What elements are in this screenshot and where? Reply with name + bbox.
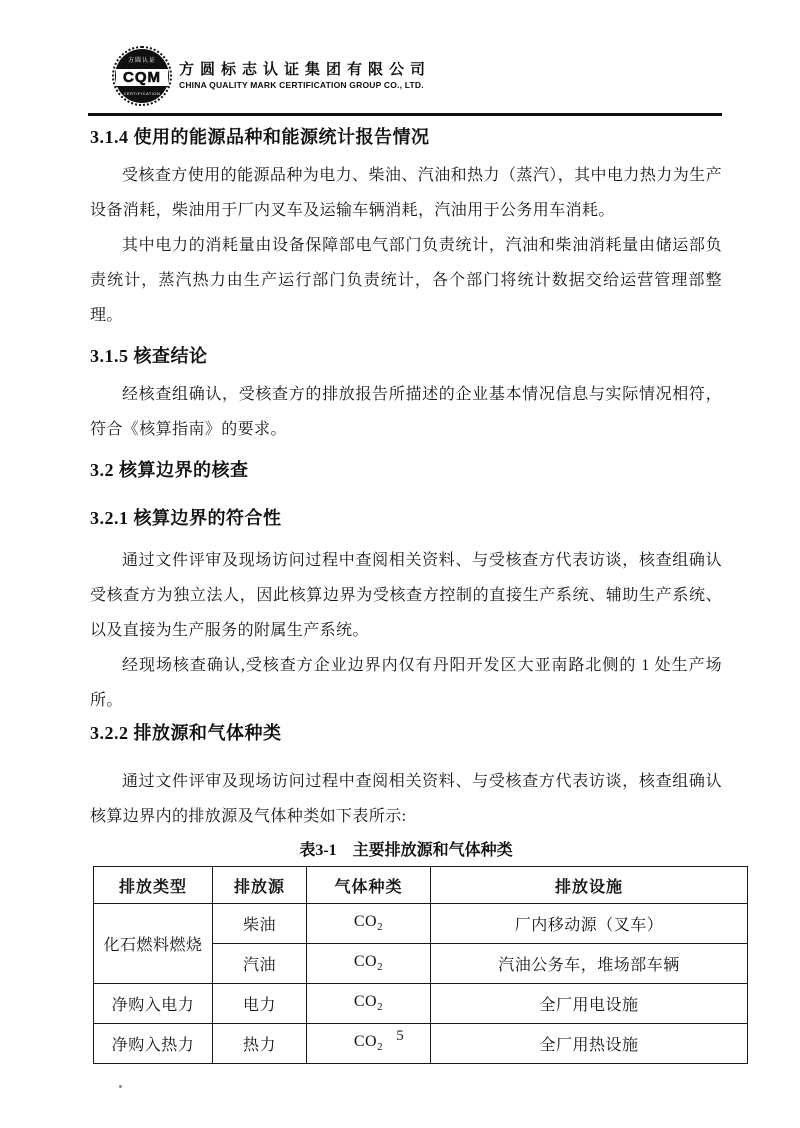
company-name-english: CHINA QUALITY MARK CERTIFICATION GROUP CO., LTD. bbox=[179, 80, 424, 91]
logo-arc-top-text: 方圆认证 bbox=[127, 58, 156, 64]
paragraph-energy-types: 受核查方使用的能源品种为电力、柴油、汽油和热力（蒸汽），其中电力热力为生产设备消耗，柴油用于厂内叉车及运输车辆消耗，汽油用于公务用车消耗。 bbox=[90, 167, 722, 219]
cell-facility-heat: 全厂用热设施 bbox=[431, 1024, 748, 1064]
table-row bbox=[94, 984, 748, 1024]
paragraph-boundary-conformity: 通过文件评审及现场访问过程中查阅相关资料、与受核查方代表访谈，核查组确认受核查方为独立法人，因此核算边界为受核查方控制的直接生产系统、辅助生产系统、以及直接为生产服务的附属生产系统。 bbox=[90, 552, 722, 639]
cell-emission-type-heat: 净购入热力 bbox=[94, 1024, 213, 1064]
cqm-logo-icon bbox=[115, 49, 169, 103]
heading-3-2-2: 3.2.2 排放源和气体种类 bbox=[90, 723, 282, 743]
cell-source-heat: 热力 bbox=[213, 1024, 307, 1064]
paragraph-verification-conclusion: 经核查组确认，受核查方的排放报告所描述的企业基本情况信息与实际情况相符，符合《核算指南》的要求。 bbox=[90, 386, 722, 438]
company-name-chinese: 方圆标志认证集团有限公司 bbox=[179, 60, 432, 78]
gas-formula-subscript: 2 bbox=[377, 961, 384, 974]
gas-formula: CO bbox=[353, 913, 378, 931]
heading-3-2: 3.2 核算边界的核查 bbox=[90, 460, 249, 480]
gas-formula: CO bbox=[353, 993, 378, 1011]
gas-formula: CO bbox=[353, 953, 378, 971]
column-header-gas-type: 气体种类 bbox=[307, 867, 431, 904]
cell-gas-co2 bbox=[307, 944, 431, 984]
gas-formula-subscript: 2 bbox=[377, 921, 384, 934]
column-header-emission-facility: 排放设施 bbox=[431, 867, 748, 904]
column-header-emission-source: 排放源 bbox=[213, 867, 307, 904]
cell-facility-forklift: 厂内移动源（叉车） bbox=[431, 904, 748, 944]
table-caption: 表3-1 主要排放源和气体种类 bbox=[299, 842, 513, 859]
document-page bbox=[90, 0, 722, 1064]
cell-facility-electric: 全厂用电设施 bbox=[431, 984, 748, 1024]
cell-gas-co2 bbox=[307, 984, 431, 1024]
header-divider bbox=[88, 113, 722, 116]
paragraph-site-confirmation: 经现场核查确认,受核查方企业边界内仅有丹阳开发区大亚南路北侧的 1 处生产场所。 bbox=[90, 657, 722, 709]
cell-source-diesel: 柴油 bbox=[213, 904, 307, 944]
table-row bbox=[94, 904, 748, 944]
page-number: 5 bbox=[396, 1028, 404, 1044]
cell-emission-type-electricity: 净购入电力 bbox=[94, 984, 213, 1024]
cell-source-gasoline: 汽油 bbox=[213, 944, 307, 984]
logo-acronym: CQM bbox=[123, 69, 161, 86]
company-name-block bbox=[179, 61, 431, 91]
logo-acronym-band bbox=[116, 68, 168, 87]
heading-3-1-5: 3.1.5 核查结论 bbox=[90, 346, 208, 366]
cell-gas-co2 bbox=[307, 904, 431, 944]
document-header bbox=[115, 45, 722, 107]
column-header-emission-type: 排放类型 bbox=[94, 867, 213, 904]
gas-formula-subscript: 2 bbox=[377, 1001, 384, 1014]
paragraph-energy-statistics: 其中电力的消耗量由设备保障部电气部门负责统计，汽油和柴油消耗量由储运部负责统计，蒸汽热力由生产运行部门负责统计，各个部门将统计数据交给运营管理部整理。 bbox=[90, 237, 722, 324]
cell-facility-vehicles: 汽油公务车，堆场部车辆 bbox=[431, 944, 748, 984]
gas-formula: CO bbox=[353, 1033, 378, 1051]
logo-arc-bottom-text: CERTIFICATION bbox=[123, 91, 161, 96]
heading-3-1-4: 3.1.4 使用的能源品种和能源统计报告情况 bbox=[90, 127, 430, 147]
heading-3-2-1: 3.2.1 核算边界的符合性 bbox=[90, 508, 282, 528]
cell-source-electricity: 电力 bbox=[213, 984, 307, 1024]
cell-emission-type-fossil: 化石燃料燃烧 bbox=[94, 904, 213, 984]
gas-formula-subscript: 2 bbox=[377, 1041, 384, 1054]
scan-artifact-dot bbox=[119, 1085, 122, 1088]
table-header-row bbox=[94, 867, 748, 904]
paragraph-emission-sources-intro: 通过文件评审及现场访问过程中查阅相关资料、与受核查方代表访谈，核查组确认核算边界内的排放源及气体种类如下表所示: bbox=[90, 773, 722, 825]
